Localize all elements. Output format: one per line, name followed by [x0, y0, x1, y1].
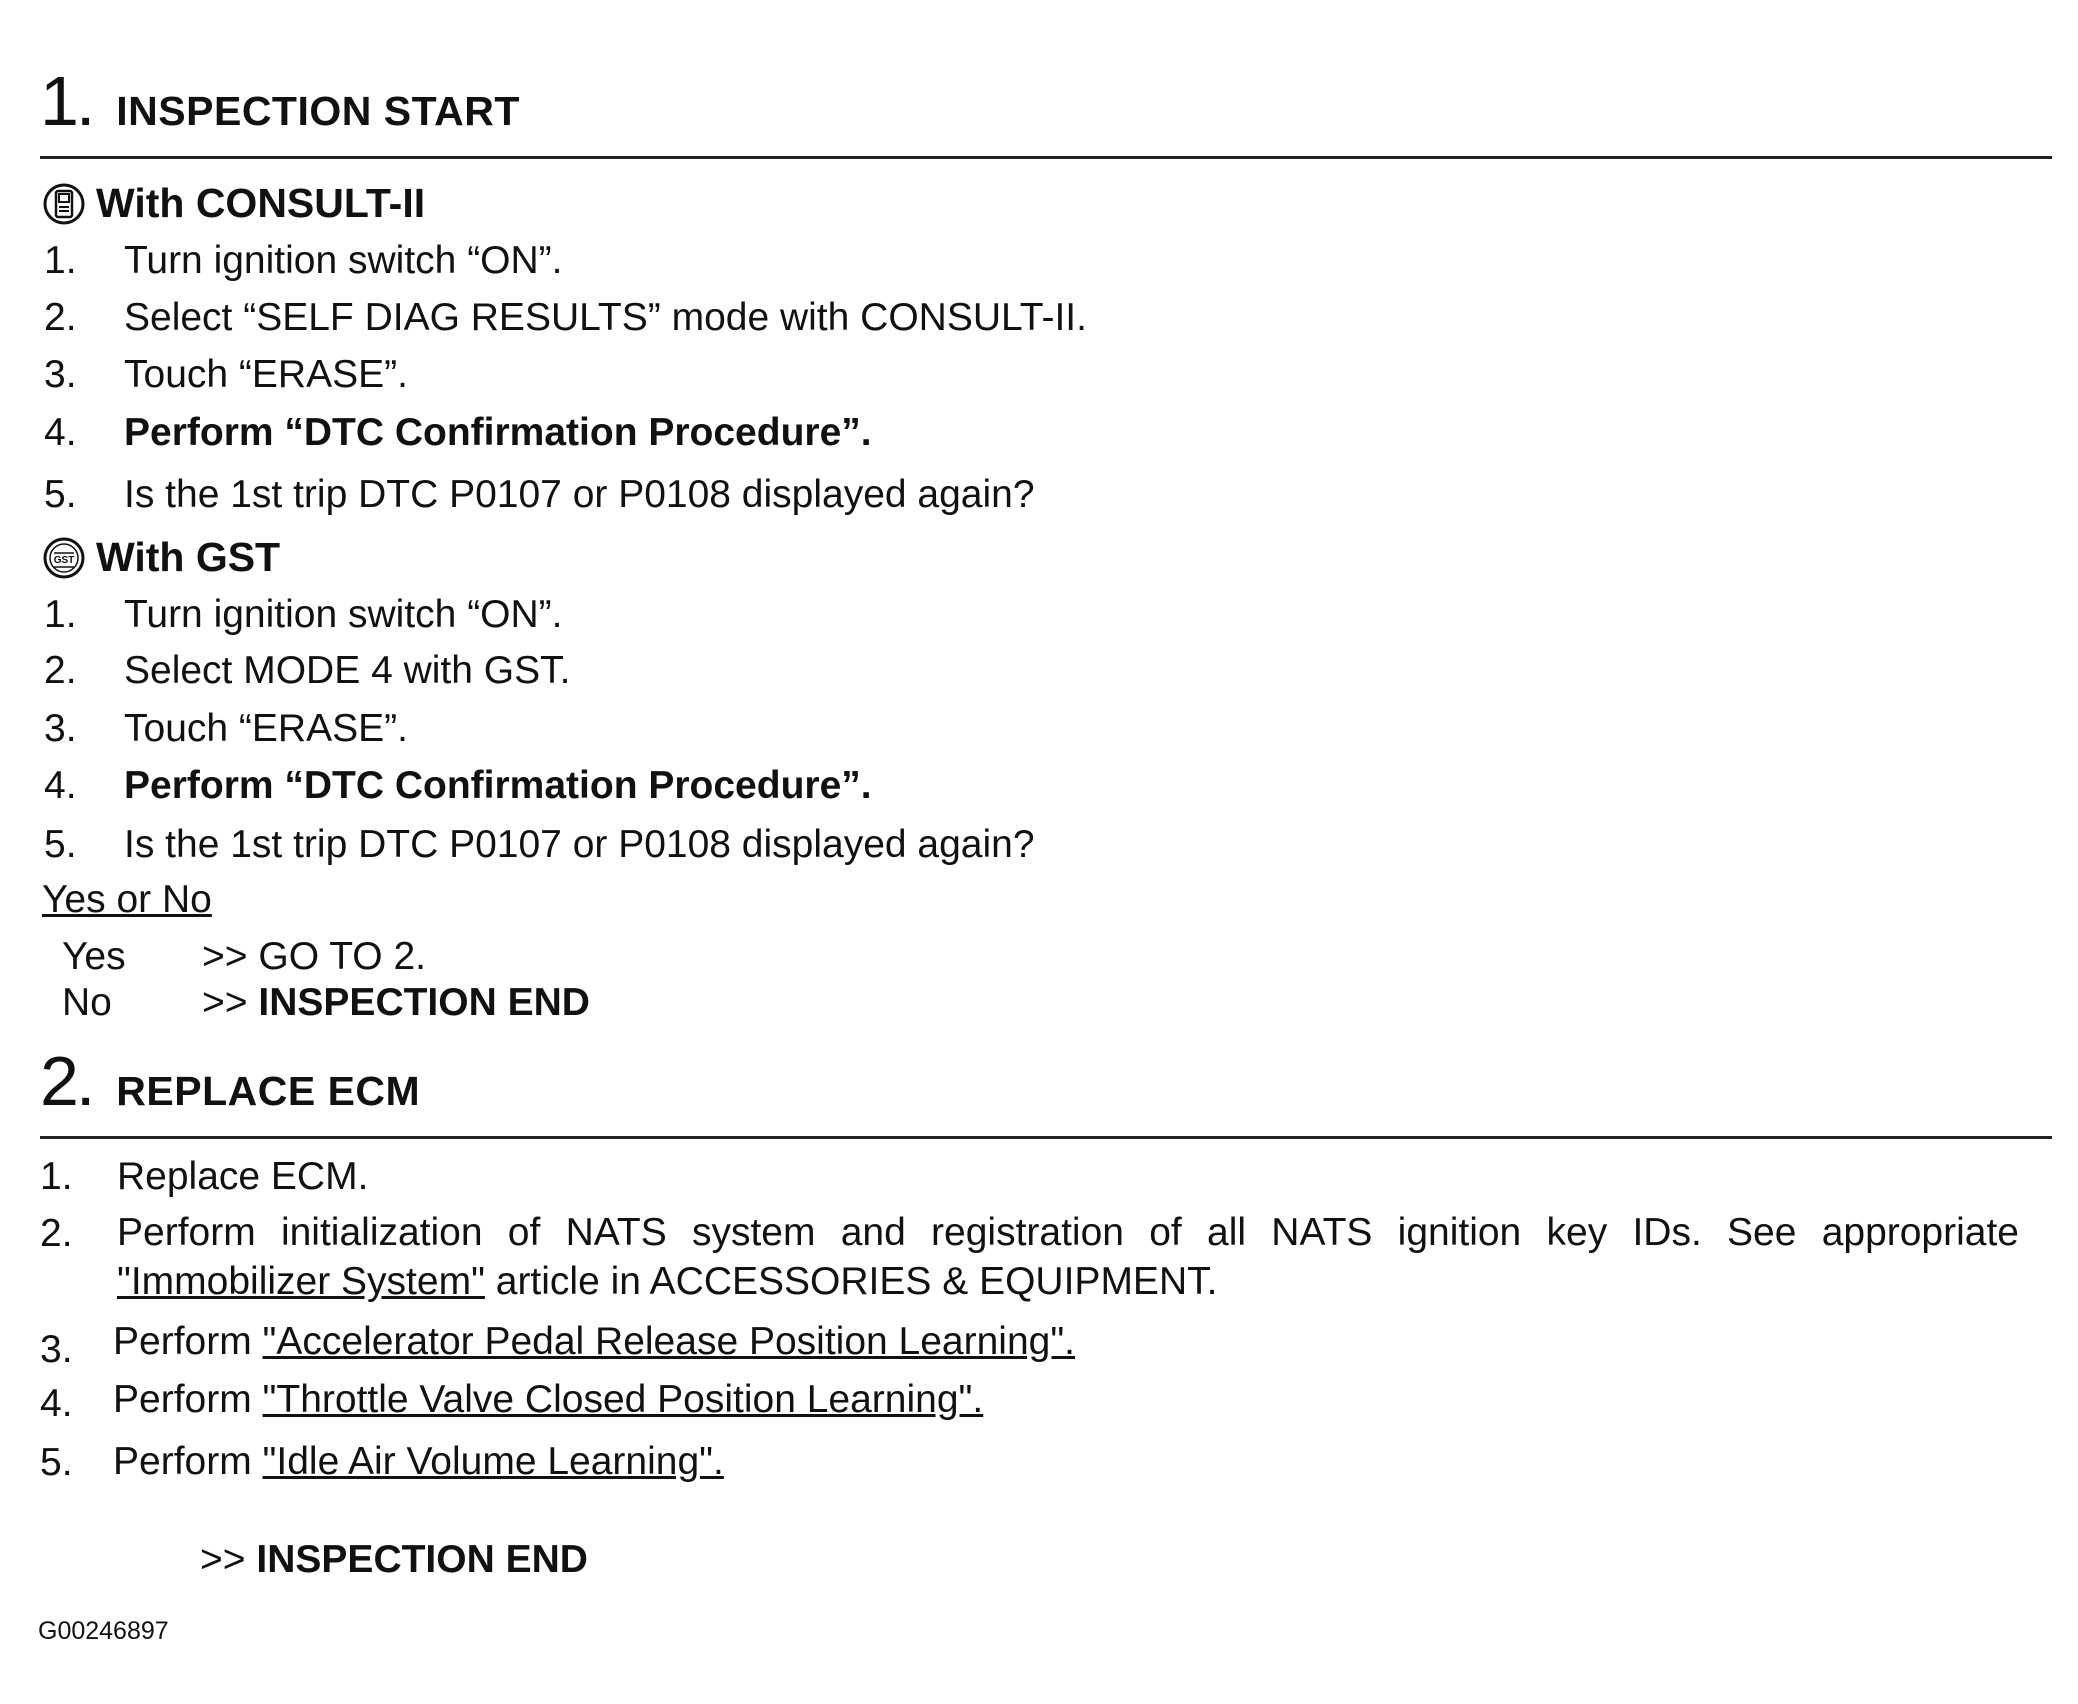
gst-item-4-text: Perform “DTC Confirmation Procedure”.: [124, 764, 872, 807]
gst-item-5-num: 5.: [44, 823, 77, 866]
yes-value: >> GO TO 2.: [202, 935, 427, 978]
gst-item-5-text: Is the 1st trip DTC P0107 or P0108 displayed again?: [124, 823, 1035, 866]
consult-item-2-text: Select “SELF DIAG RESULTS” mode with CONSULT-II.: [124, 296, 1087, 339]
step-2-end: [200, 1538, 588, 1582]
consult-item-5-text: Is the 1st trip DTC P0107 or P0108 displayed again?: [124, 473, 1035, 516]
consult-item-3-num: 3.: [44, 353, 77, 396]
ecm-item-4-text: [113, 1378, 983, 1422]
step-1-dot: .: [78, 83, 93, 136]
consult-ii-icon: [42, 182, 86, 226]
consult-item-1-num: 1.: [44, 239, 77, 282]
consult-item-2-num: 2.: [44, 296, 77, 339]
ecm-item-2-num: 2.: [40, 1212, 73, 1255]
ecm-item-2-line2: [117, 1260, 1217, 1304]
ecm-item-4-prefix: Perform: [113, 1378, 263, 1421]
gst-heading-text: With GST: [96, 534, 281, 580]
gst-item-1-num: 1.: [44, 593, 77, 636]
step-2-end-text: INSPECTION END: [256, 1538, 588, 1581]
step-2-title: REPLACE ECM: [116, 1068, 421, 1114]
yes-or-no-label: Yes or No: [42, 878, 212, 921]
ecm-item-5-num: 5.: [40, 1441, 73, 1484]
gst-heading: [42, 534, 280, 581]
figure-id: G00246897: [38, 1617, 169, 1645]
step-2-dot: .: [78, 1063, 93, 1116]
ecm-item-2-line1: Perform initialization of NATS system and registration of all NATS ignition key IDs. See appropriate: [117, 1211, 2019, 1254]
no-key: No: [62, 981, 112, 1024]
ecm-item-3-prefix: Perform: [113, 1320, 263, 1363]
gst-item-2-num: 2.: [44, 649, 77, 692]
consult-item-4-num: 4.: [44, 411, 77, 454]
ecm-item-4-num: 4.: [40, 1382, 73, 1425]
consult-item-1-text: Turn ignition switch “ON”.: [124, 239, 563, 282]
no-value: [202, 981, 590, 1025]
consult-item-5-num: 5.: [44, 473, 77, 516]
ecm-item-2-rest: article in ACCESSORIES & EQUIPMENT.: [484, 1260, 1218, 1303]
step-1-title: INSPECTION START: [116, 88, 520, 134]
step-1-number: 1: [40, 62, 79, 140]
gst-item-2-text: Select MODE 4 with GST.: [124, 649, 571, 692]
step-2-number: 2: [40, 1042, 79, 1120]
step-2-heading: [40, 1042, 421, 1120]
consult-item-4-text: Perform “DTC Confirmation Procedure”.: [124, 411, 872, 454]
ecm-item-3-text: [113, 1320, 1075, 1364]
ecm-item-1-num: 1.: [40, 1155, 73, 1198]
ecm-item-1-text: Replace ECM.: [117, 1155, 369, 1198]
step-1-heading: [40, 62, 520, 140]
step-2-rule: [40, 1136, 2052, 1139]
yes-key: Yes: [62, 935, 126, 978]
accelerator-pedal-learning-link[interactable]: "Accelerator Pedal Release Position Learning".: [262, 1320, 1076, 1363]
immobilizer-system-link[interactable]: "Immobilizer System": [117, 1260, 485, 1303]
consult-item-3-text: Touch “ERASE”.: [124, 353, 408, 396]
throttle-valve-learning-link[interactable]: "Throttle Valve Closed Position Learning".: [262, 1378, 984, 1421]
gst-item-3-text: Touch “ERASE”.: [124, 707, 408, 750]
svg-text:GST: GST: [53, 554, 75, 566]
ecm-item-3-num: 3.: [40, 1328, 73, 1371]
no-value-text: INSPECTION END: [258, 981, 590, 1024]
step-1-rule: [40, 156, 2052, 159]
gst-item-3-num: 3.: [44, 707, 77, 750]
gst-icon: [42, 536, 86, 580]
consult-heading: [42, 180, 425, 227]
consult-heading-text: With CONSULT-II: [96, 180, 426, 226]
gst-item-4-num: 4.: [44, 764, 77, 807]
no-value-prefix: >>: [202, 981, 248, 1024]
ecm-item-5-prefix: Perform: [113, 1440, 263, 1483]
step-2-end-prefix: >>: [200, 1538, 246, 1581]
idle-air-volume-learning-link[interactable]: "Idle Air Volume Learning".: [262, 1440, 724, 1483]
ecm-item-5-text: [113, 1440, 724, 1484]
gst-item-1-text: Turn ignition switch “ON”.: [124, 593, 563, 636]
